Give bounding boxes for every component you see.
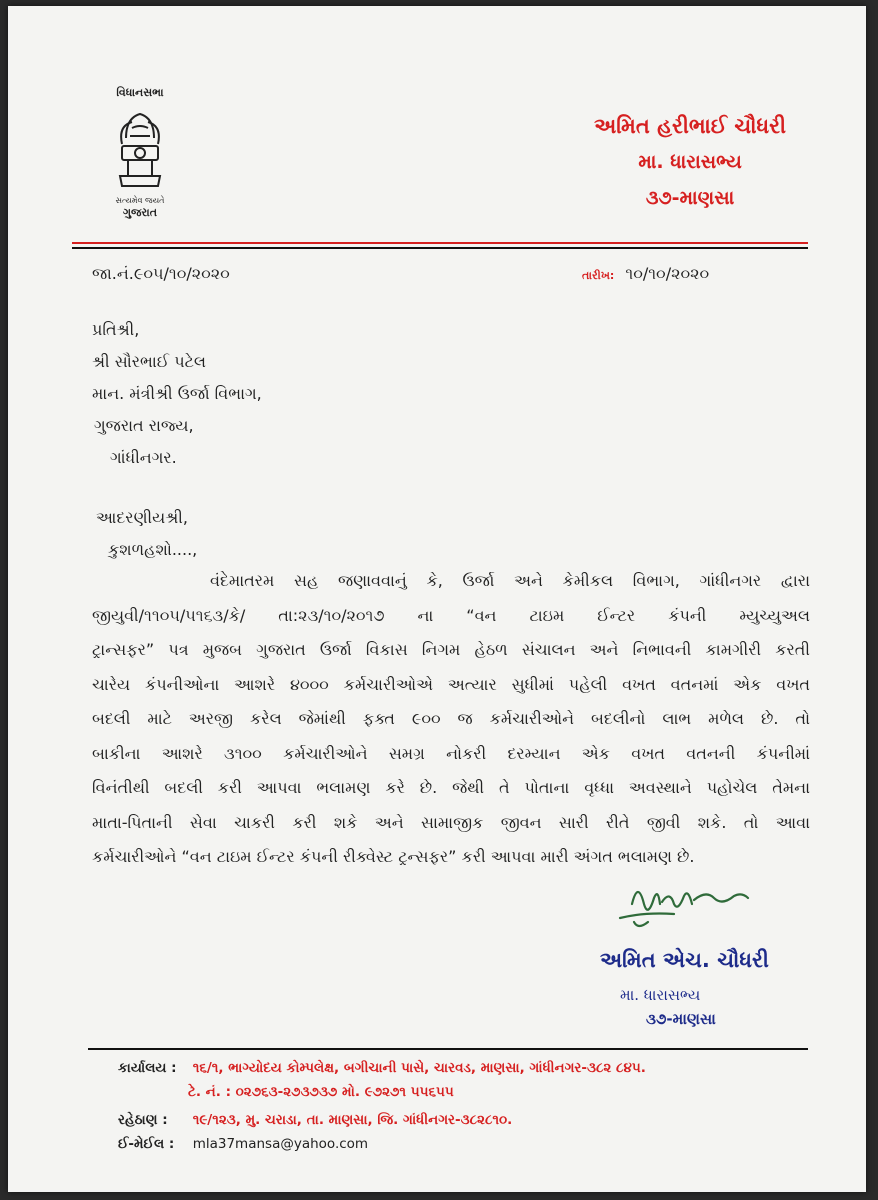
emblem-motto: સત્યમેવ જયતે bbox=[115, 196, 165, 205]
reference-number: જા.નં.૯૦૫/૧૦/૨૦૨૦ bbox=[92, 264, 230, 283]
address-line: પ્રતિશ્રી, bbox=[92, 320, 140, 339]
residence-label: રહેઠાણ : bbox=[118, 1112, 168, 1128]
emblem-top-text: વિધાનસભા bbox=[116, 86, 164, 99]
body-line: બદલી માટે અરજી કરેલ જેમાંથી ફક્ત ૯૦૦ જ કર્મચારીઓને બદલીનો લાભ મળેલ છે. તો bbox=[92, 709, 810, 728]
footer-residence bbox=[118, 1112, 512, 1128]
signatory-constituency: ૩૭-માણસા bbox=[646, 1010, 716, 1028]
footer-email bbox=[118, 1136, 368, 1152]
email-address[interactable]: mla37mansa@yahoo.com bbox=[192, 1136, 369, 1152]
body-line: કર્મચારીઓને “વન ટાઇમ ઈન્ટર કંપની રીક્વેસ્ટ ટ્રન્સફર” કરી આપવા મારી અંગત ભલામણ છે. bbox=[92, 847, 695, 866]
emblem-state: ગુજરાત bbox=[122, 206, 158, 219]
office-address: ૧૬/૧, ભાગ્યોદય કોમ્પલેક્ષ, બગીચાની પાસે, ચારવડ, માણસા, ગાંધીનગર-૩૮૨ ૮૪૫. bbox=[192, 1060, 646, 1076]
address-line: માન. મંત્રીશ્રી ઉર્જા વિભાગ, bbox=[92, 384, 262, 403]
mla-post: મા. ધારાસભ્ય bbox=[638, 151, 742, 173]
residence-address: ૧૯/૧૨૩, મુ. ચરાડા, તા. માણસા, જિ. ગાંધીનગર-૩૮૨૮૧૦. bbox=[192, 1112, 513, 1128]
address-line: ગુજરાત રાજ્ય, bbox=[94, 416, 194, 435]
date-value: ૧૦/૧૦/૨૦૨૦ bbox=[625, 264, 710, 283]
body-line: વિનંતીથી બદલી કરી આપવા ભલામણ કરે છે. જેથી તે પોતાના વૃધ્ધા અવસ્થાને પહોચેલ તેમના bbox=[92, 778, 810, 797]
footer-phone bbox=[188, 1084, 454, 1100]
salutation bbox=[96, 502, 197, 566]
email-label: ઈ-મેઈલ : bbox=[118, 1136, 175, 1152]
body-line: વંદેમાતરમ સહ જણાવવાનું કે, ઉર્જા અને કેમીકલ વિભાગ, ગાંધીનગર દ્વારા bbox=[210, 571, 810, 590]
handwritten-signature bbox=[614, 874, 754, 934]
phone-numbers: ટે. નં. : ૦૨૭૬૩-૨૭૩૭૩૭ મો. ૯૭૨૭૧ ૫૫૬૫૫ bbox=[188, 1084, 454, 1100]
letter-body bbox=[92, 564, 810, 875]
salutation-line: કુશળહશો...., bbox=[108, 540, 198, 559]
date-label: તારીખ: bbox=[582, 269, 615, 282]
salutation-line: આદરણીયશ્રી, bbox=[96, 508, 188, 527]
recipient-address bbox=[92, 314, 262, 474]
mla-constituency: ૩૭-માણસા bbox=[645, 187, 735, 209]
lion-capital-icon bbox=[112, 104, 168, 194]
letter-page bbox=[8, 6, 866, 1192]
signatory-post: મા. ધારાસભ્ય bbox=[620, 986, 701, 1004]
body-line: ચારેય કંપનીઓના આશરે ૪૦૦૦ કર્મચારીઓએ અત્યાર સુધીમાં પહેલી વખત વતનમાં એક વખત bbox=[92, 674, 810, 694]
letterhead-header bbox=[594, 114, 786, 209]
footer-rule bbox=[88, 1048, 808, 1050]
body-line: જીયુવી/૧૧૦૫/૫૧૬૩/કે/ તા:૨૩/૧૦/૨૦૧૭ ના “વન ટાઇમ ઈન્ટર કંપની મ્યુચ્યુઅલ bbox=[92, 605, 810, 625]
letter-date bbox=[582, 264, 709, 284]
signatory-name: અમિત એચ. ચૌધરી bbox=[600, 948, 769, 972]
mla-name: અમિત હરીભાઈ ચૌધરી bbox=[594, 114, 786, 138]
header-rule-red bbox=[72, 242, 808, 244]
body-line: બાકીના આશરે ૩૧૦૦ કર્મચારીઓને સમગ્ર નોકરી દરમ્યાન એક વખત વતનની કંપનીમાં bbox=[92, 743, 810, 763]
address-line: ગાંધીનગર. bbox=[110, 448, 177, 467]
address-line: શ્રી સૌરભાઈ પટેલ bbox=[92, 352, 206, 371]
body-line: માતા-પિતાની સેવા ચાકરી કરી શકે અને સામાજીક જીવન સારી રીતે જીવી શકે. તો આવા bbox=[92, 812, 810, 832]
body-line: ટ્રાન્સફર” પત્ર મુજબ ગુજરાત ઉર્જા વિકાસ નિગમ હેઠળ સંચાલન અને નિભાવની કામગીરી કરતી bbox=[92, 640, 810, 659]
office-label: કાર્યાલય : bbox=[118, 1060, 177, 1076]
header-rule-black bbox=[72, 247, 808, 249]
state-emblem bbox=[100, 86, 180, 226]
footer-office bbox=[118, 1060, 646, 1076]
